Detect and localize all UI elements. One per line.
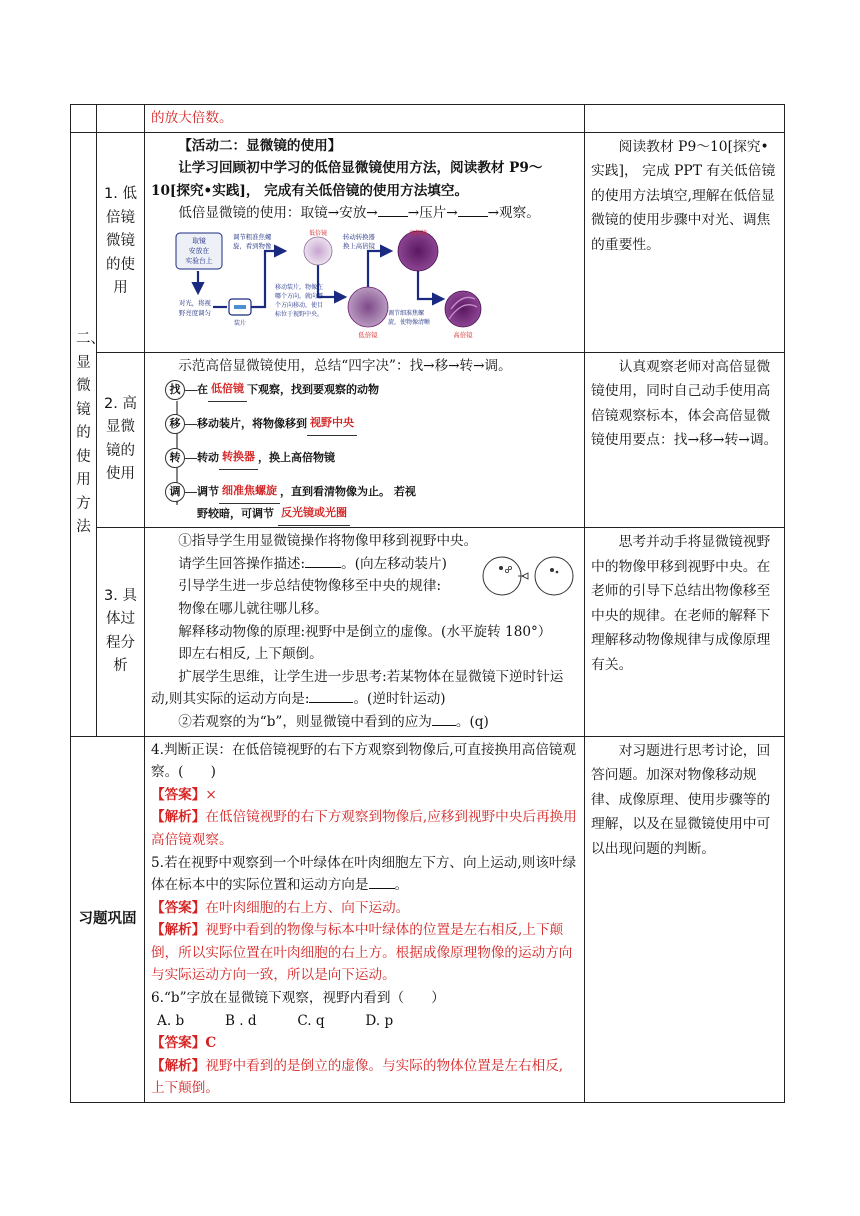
row-exercises	[71, 736, 785, 1103]
svg-text:低倍镜: 低倍镜	[308, 229, 328, 237]
low-steps-line: 低倍显微镜的使用：取镜→安放→ →压片→ →观察。	[151, 202, 578, 225]
section-label: 二、显微镜的使用方法	[71, 132, 97, 736]
svg-text:实验台上: 实验台上	[185, 256, 213, 265]
step-adjust-key: 调	[165, 482, 185, 502]
low-view-1	[304, 237, 332, 265]
exercise-content: 4.判断正误：在低倍镜视野的右下方观察到物像后,可直接换用高倍镜观察。( ) 【答案】× 【解析】在低倍镜视野的右下方观察到物像后,应移到视野中央后再换用高倍镜观察。 5.若在视野中观察到一个叶绿体在叶肉细胞左下方、向上运动,则该叶绿体在标本中的实际位置和运动方向是 。 【答案】在叶肉细胞的右上方、向下运动。 【解析】视野中看到的物像与标本中叶绿体的位置是左右相反,上下颠倒，所以实际位置在叶肉细胞的右上方。根据成像原理物像的运动方向与实际运动方向一致，所以是向下运动。 6.“b”字放在显微镜下观察，视野内看到（ ） A. b B . d C. q D. p 【答案】C 【解析】视野中看到的是倒立的虚像。与实际的物体位置是左右相反, 上下颠倒。	[145, 736, 585, 1103]
high-power-content	[145, 352, 585, 528]
step-adjust: 调 调节 细准焦螺旋 ，直到看清物像为止。 若视	[165, 481, 416, 503]
lesson-plan-page	[70, 104, 784, 1103]
high-power-label: 2. 高显微镜的使用	[97, 352, 145, 528]
svg-text:高倍镜: 高倍镜	[453, 330, 473, 339]
blank-2	[458, 202, 488, 217]
step-move: 移 移动装片，将物像移到 视野中央	[165, 413, 357, 435]
low-power-right: 阅读教材 P9～10[探究•实践]， 完成 PPT 有关低倍镜的使用方法填空,理解在低倍显微镜的使用步骤中对光、调焦的重要性。	[585, 132, 785, 352]
high-intro: 示范高倍显微镜使用，总结“四字决”：找→移→转→调。	[178, 357, 512, 374]
view-move-diagram	[480, 554, 576, 598]
low-power-diagram	[173, 229, 483, 341]
high-view-1	[398, 231, 438, 271]
low-power-content	[145, 132, 585, 352]
svg-text:安放在: 安放在	[188, 246, 210, 255]
svg-text:移动装片，物像在: 移动装片，物像在	[275, 283, 324, 291]
svg-text:低倍镜: 低倍镜	[358, 330, 378, 339]
step-turn: 转 转动 转换器 ，换上高倍物镜	[165, 447, 335, 469]
svg-text:换上高倍镜: 换上高倍镜	[343, 241, 375, 250]
process-right: 思考并动手将显微镜视野中的物像甲移到视野中央。在老师的引导下总结出物像移至中央的规律。在老师的解释下理解移动物像规律与成像原理有关。	[585, 528, 785, 736]
blank-1	[378, 202, 408, 217]
row-low-power	[71, 132, 785, 352]
step-turn-key: 转	[165, 448, 185, 468]
svg-text:旋，使物像清晰: 旋，使物像清晰	[388, 318, 431, 326]
exercise-right: 对习题进行思考讨论，回答问题。加深对物像移动规律、成像原理、使用步骤等的理解，以及在显微镜使用中可以出现问题的判断。	[585, 736, 785, 1103]
exercise-label: 习题巩固	[71, 736, 145, 1103]
row-process	[71, 528, 785, 736]
svg-text:个方向移动，使目: 个方向移动，使目	[275, 301, 324, 309]
activity-title: 【活动二：显微镜的使用】	[178, 137, 342, 154]
svg-text:调节细准焦螺: 调节细准焦螺	[388, 309, 425, 317]
continuation-text: 的放大倍数。	[151, 110, 233, 126]
svg-text:高倍镜: 高倍镜	[408, 229, 428, 237]
step-move-key: 移	[165, 414, 185, 434]
svg-text:旋，看到物像: 旋，看到物像	[233, 241, 272, 250]
high-power-right: 认真观察老师对高倍显微镜使用，同时自己动手使用高倍镜观察标本，体会高倍显微镜使用要点：找→移→转→调。	[585, 352, 785, 528]
low-view-2	[348, 287, 388, 327]
svg-text:哪个方向，就向哪: 哪个方向，就向哪	[275, 292, 324, 300]
svg-text:调节粗准焦螺: 调节粗准焦螺	[233, 232, 272, 241]
svg-text:野亮度调匀: 野亮度调匀	[179, 308, 211, 317]
step-find-key: 找	[165, 380, 185, 400]
process-label: 3. 具体过程分析	[97, 528, 145, 736]
four-step-diagram	[165, 377, 578, 525]
box2-text: 对光，将视	[179, 298, 211, 307]
lesson-table	[70, 104, 785, 1103]
row-continuation	[71, 105, 785, 133]
activity-intro: 让学习回顾初中学习的低倍显微镜使用方法，阅读教材 P9～10[探究•实践]， 完成有关低倍镜的使用方法填空。	[151, 160, 543, 199]
low-power-label: 1. 低倍镜微镜的使用	[97, 132, 145, 352]
svg-text:标位于视野中央。: 标位于视野中央。	[275, 310, 324, 318]
process-content: ①指导学生用显微镜操作将物像甲移到视野中央。 请学生回答操作描述: 。(向左移动装片) 引导学生进一步总结使物像移至中央的规律: 物像在哪儿就往哪儿移。 解释移动物像的原理:视野中是倒立的虚像。(水平旋转 180°） 即左右相反, 上下颠倒。 扩展学生思维，让学生进一步思考:若某物体在显微镜下逆时针运动,则其实际的运动方向是: 。(逆时针运动) ②若观察的为“b”，则显微镜中看到的应为 。(q)	[145, 528, 585, 736]
row-high-power	[71, 352, 785, 528]
box1-text-1: 取镜	[192, 236, 206, 245]
svg-text:转动转换器: 转动转换器	[343, 232, 375, 241]
step-adjust-more: 野较暗，可调节 反光镜或光圈	[197, 504, 350, 524]
high-view-2	[445, 291, 481, 327]
step-find: 找 在 低倍镜 下观察，找到要观察的动物	[165, 379, 379, 401]
svg-text:装片: 装片	[233, 319, 247, 327]
